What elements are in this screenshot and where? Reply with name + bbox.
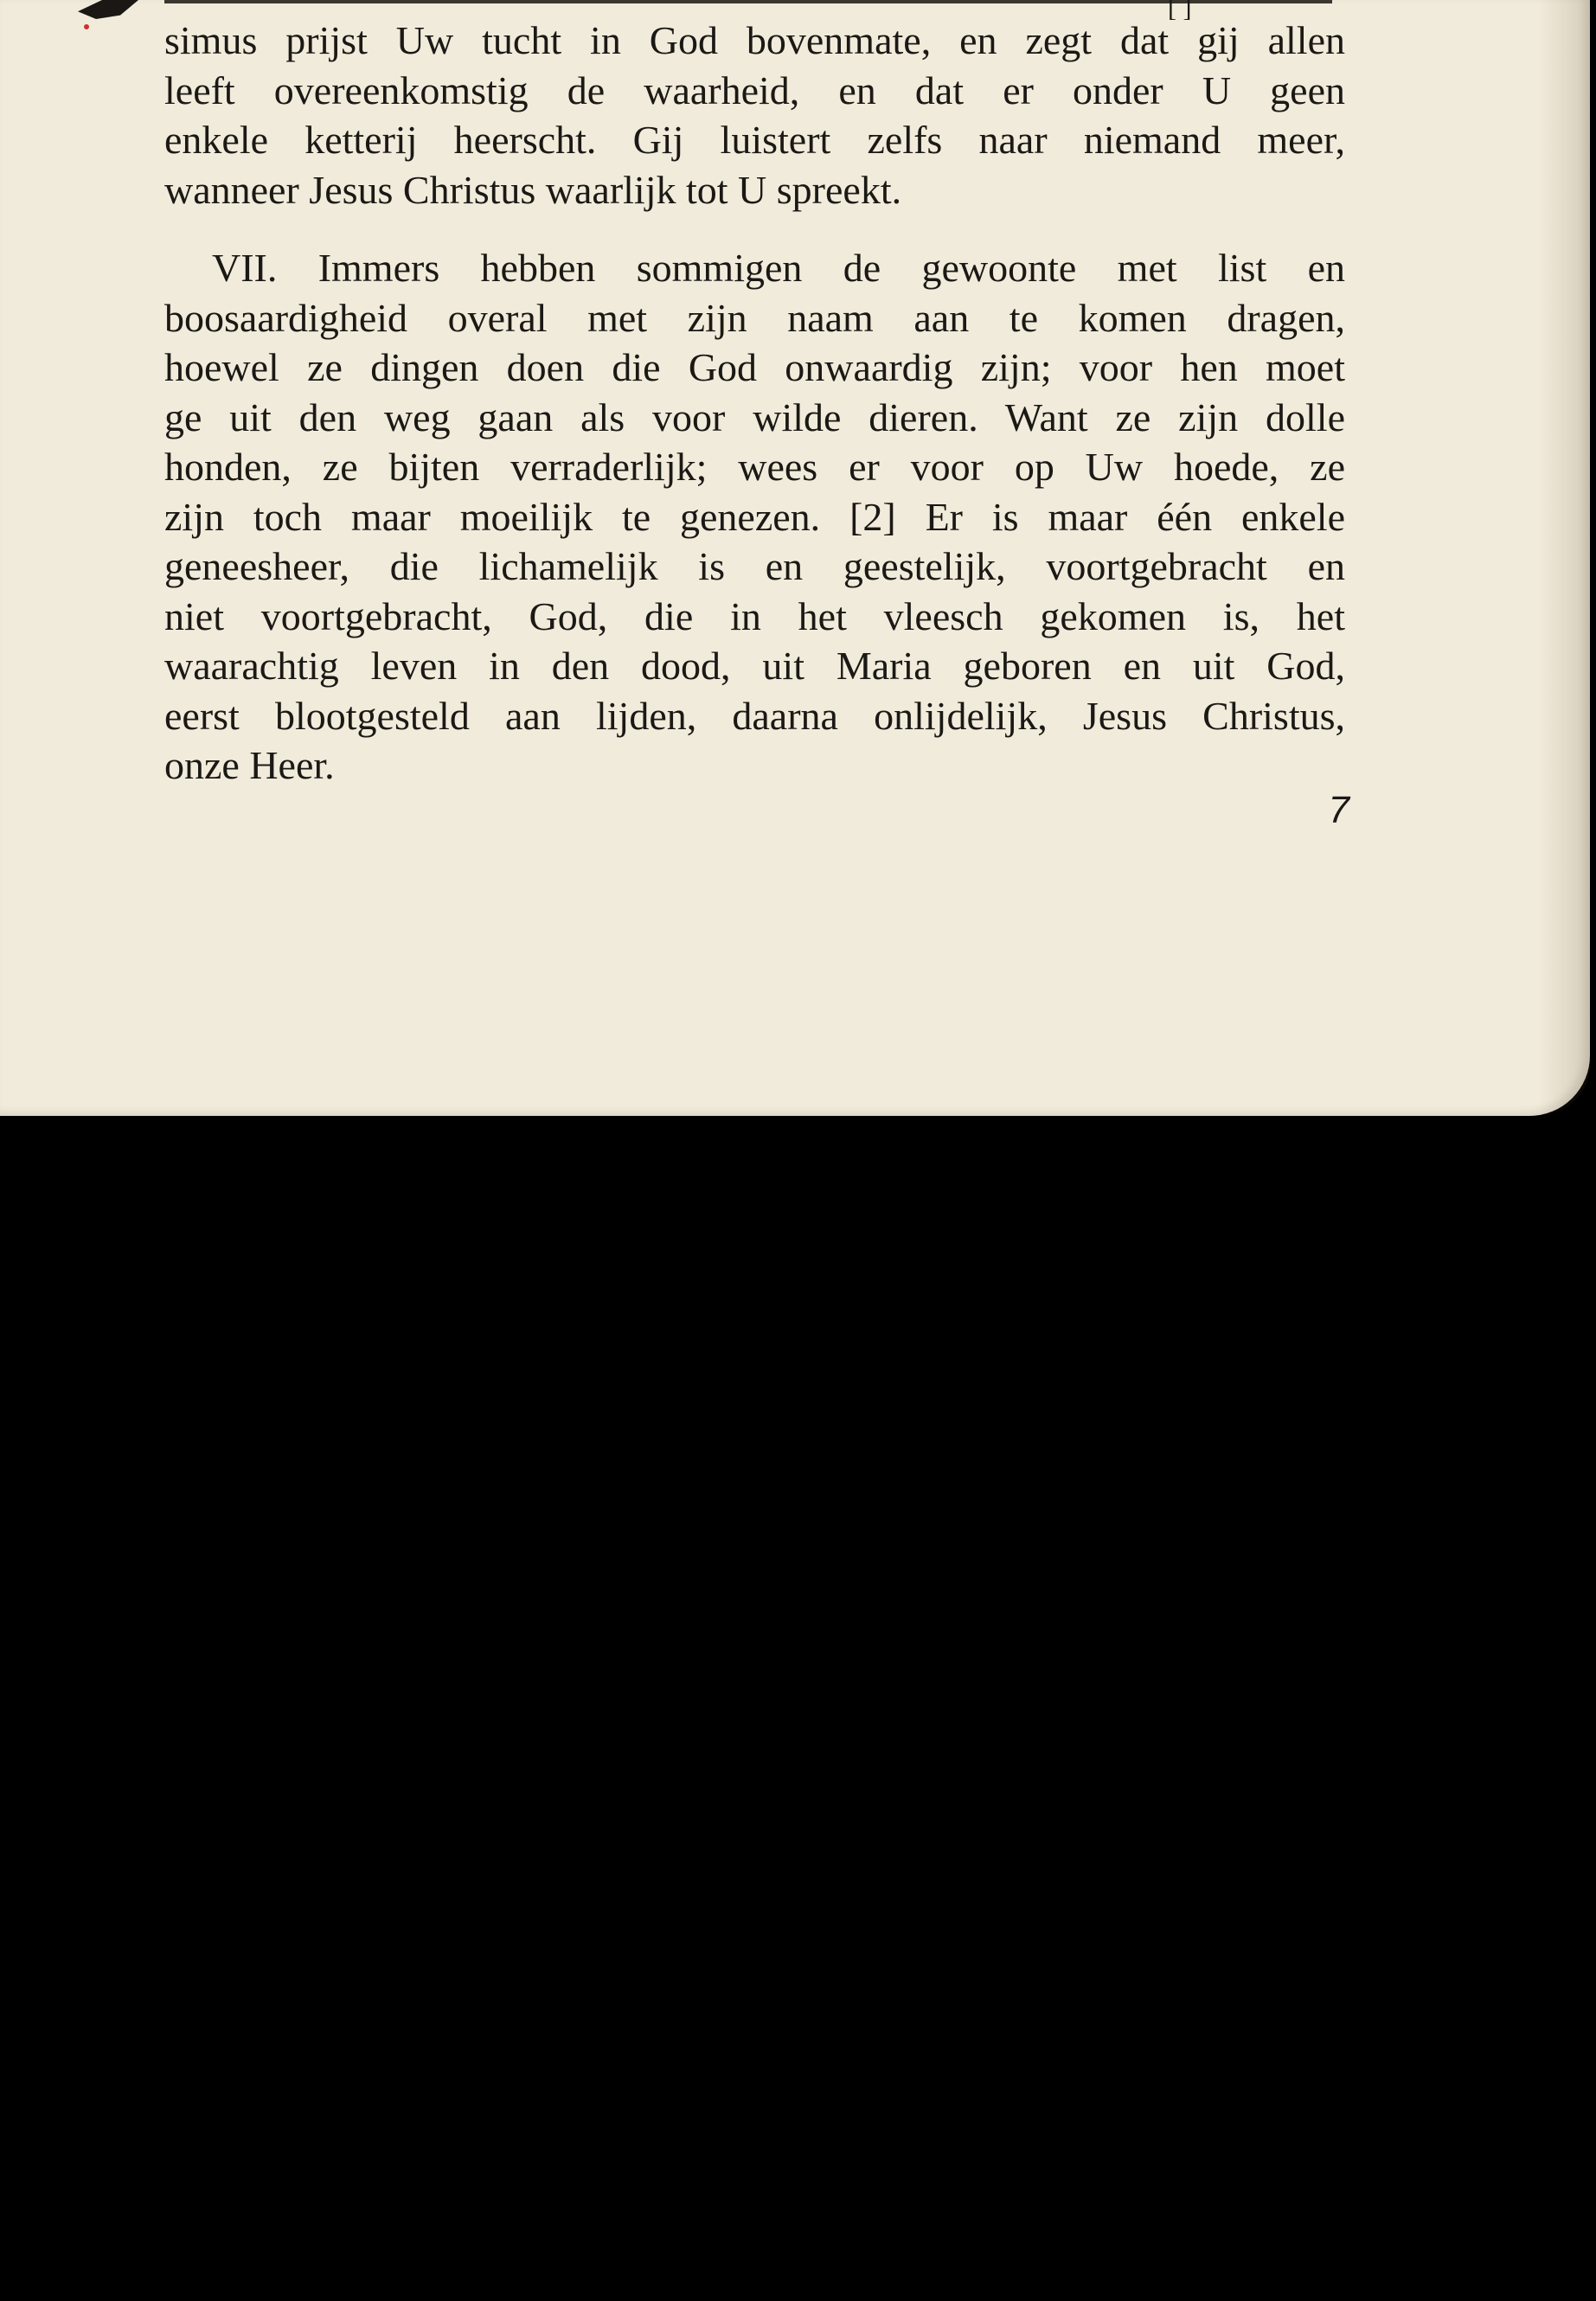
page-edge-shadow (1538, 0, 1590, 1116)
book-page (0, 0, 1590, 1116)
text-line: hoewel ze dingen doen die God onwaardig zijn; voor hen moet (164, 345, 1345, 389)
body-text (164, 16, 1345, 791)
text-line: wanneer Jesus Christus waarlijk tot U spreekt. (164, 167, 902, 212)
text-line: niet voortgebracht, God, die in het vleesch gekomen is, het (164, 593, 1345, 638)
text-line: onze Heer. (164, 743, 335, 787)
text-line: boosaardigheid overal met zijn naam aan te komen dragen, (164, 295, 1345, 340)
top-rule (164, 0, 1332, 3)
page-number: 7 (1328, 789, 1349, 831)
paragraph-1 (164, 16, 1345, 215)
text-line: geneesheer, die lichamelijk is en geestelijk, voortgebracht en (164, 544, 1345, 588)
top-fragment: [ ] (1168, 0, 1192, 22)
paragraph-2 (164, 243, 1345, 791)
text-line: simus prijst Uw tucht in God bovenmate, en zegt dat gij allen (164, 18, 1345, 62)
text-line: VII. Immers hebben sommigen de gewoonte met list en (212, 246, 1345, 290)
text-line: enkele ketterij heerscht. Gij luistert zelfs naar niemand meer, (164, 118, 1345, 162)
red-mark (84, 24, 89, 29)
ink-blot (78, 0, 138, 19)
text-line: honden, ze bijten verraderlijk; wees er voor op Uw hoede, ze (164, 445, 1345, 489)
text-line: zijn toch maar moeilijk te genezen. [2] Er is maar één enkele (164, 494, 1345, 539)
text-line: ge uit den weg gaan als voor wilde dieren. Want ze zijn dolle (164, 394, 1345, 439)
text-line: eerst blootgesteld aan lijden, daarna onlijdelijk, Jesus Christus, (164, 693, 1345, 738)
text-line: leeft overeenkomstig de waarheid, en dat er onder U geen (164, 67, 1345, 112)
text-line: waarachtig leven in den dood, uit Maria geboren en uit God, (164, 644, 1345, 688)
